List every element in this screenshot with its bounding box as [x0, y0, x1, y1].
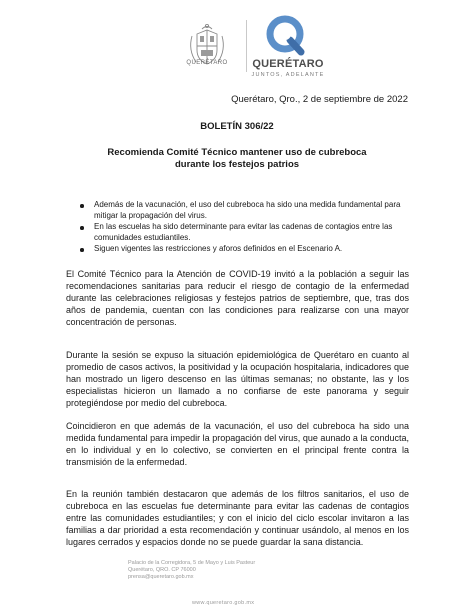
footer-address-line: Querétaro, QRO. CP 76000	[128, 567, 196, 573]
bullet-icon	[80, 226, 84, 230]
highlight-text: En las escuelas ha sido determinante para evitar las cadenas de contagios entre las comunidades estudiantiles.	[94, 222, 393, 242]
queretaro-q-logo-icon	[263, 12, 309, 58]
footer-address	[128, 560, 328, 581]
body-paragraph: En la reunión también destacaron que además de los filtros sanitarios, el uso de cubreboca en las escuelas fue determinante para evitar las cadenas de contagios entre las comunidades estudiantiles; y con el inicio del ciclo escolar invitaron a las familias a dar prioridad a esta recomendación y continuar usándolo, al menos en los lugares cerrados y espacios donde no se puede guardar la sana distancia.	[66, 489, 409, 547]
bulletin-number: BOLETÍN 306/22	[200, 121, 274, 132]
footer-url: www.queretaro.gob.mx	[192, 600, 255, 606]
crest-label: QUERÉTARO	[186, 60, 228, 66]
body-paragraph: Coincidieron en que además de la vacunación, el uso del cubreboca ha sido una medida fundamental para impedir la propagación del virus, que aunado a la conducta, en lo individual y en lo colectivo, se convierten en el principal frente contra la transmisión de la enfermedad.	[66, 421, 409, 467]
highlight-text: Además de la vacunación, el uso del cubreboca ha sido una medida fundamental para mitigar la propagación del virus.	[94, 200, 401, 220]
header-divider	[246, 20, 247, 72]
brand-name: QUERÉTARO	[252, 58, 324, 70]
bullet-icon	[80, 204, 84, 208]
list-item	[78, 244, 416, 255]
highlights-list	[78, 200, 416, 256]
highlight-text: Siguen vigentes las restricciones y aforos definidos en el Escenario A.	[94, 244, 343, 253]
list-item	[78, 222, 416, 243]
headline: Recomienda Comité Técnico mantener uso de cubreboca durante los festejos patrios	[107, 147, 367, 170]
dateline: Querétaro, Qro., 2 de septiembre de 2022	[231, 94, 408, 105]
brand-slogan: JUNTOS, ADELANTE	[251, 72, 325, 78]
bullet-icon	[80, 248, 84, 252]
list-item	[78, 200, 416, 221]
body-paragraph: El Comité Técnico para la Atención de COVID-19 invitó a la población a seguir las recomendaciones sanitarias para reducir el riesgo de contagio de la enfermedad durante las celebraciones religiosas y festejos patrios de septiembre, que, tras dos años de pandemia, cuentan con las condiciones para realizarse con una mayor concentración de personas.	[66, 269, 409, 327]
footer-email: prensa@queretaro.gob.mx	[128, 574, 194, 580]
footer-address-line: Palacio de la Corregidora, 5 de Mayo y Luis Pasteur	[128, 560, 256, 566]
body-paragraph: Durante la sesión se expuso la situación epidemiológica de Querétaro en cuanto al promedio de casos activos, la positividad y la ocupación hospitalaria, indicadores que han mostrado un ligero descenso en las últimas semanas; no obstante, las y los especialistas hicieron un llamado a no confiarse de este panorama y seguir protegiéndose por medio del cubreboca.	[66, 350, 409, 408]
state-coat-of-arms-icon	[178, 20, 236, 76]
